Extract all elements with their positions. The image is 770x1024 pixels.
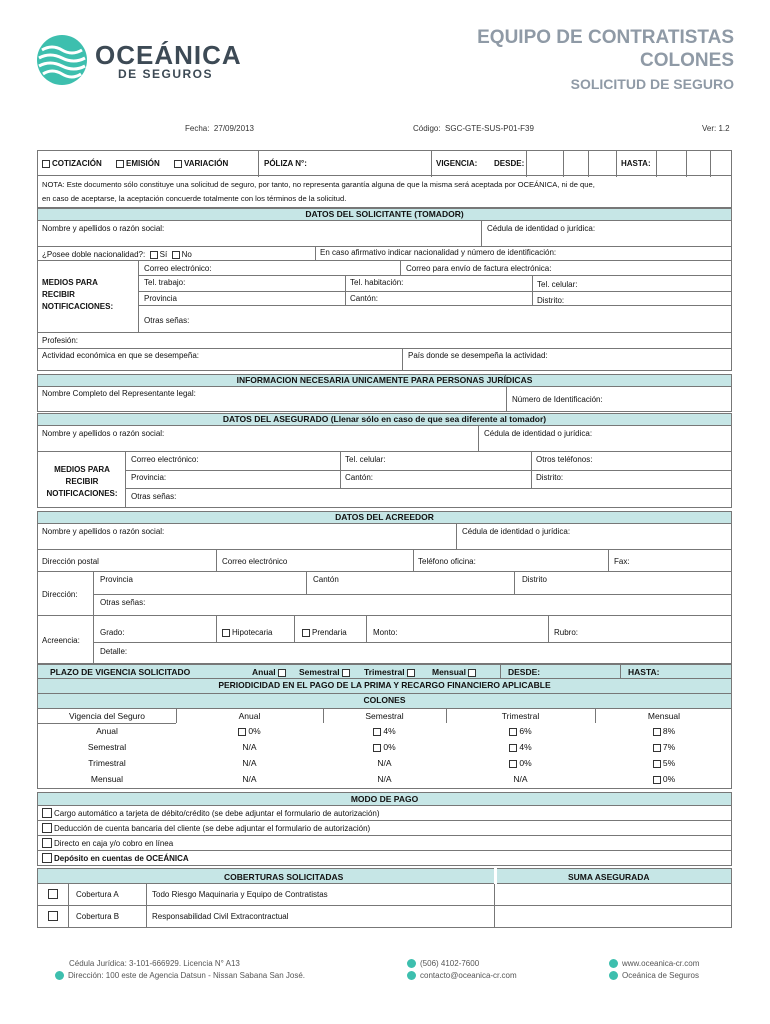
actividad-row bbox=[37, 349, 732, 371]
medios-row bbox=[37, 261, 732, 333]
plazo-anual-label: Anual bbox=[252, 667, 276, 677]
fecha-label: Fecha: bbox=[185, 124, 210, 133]
pago-option[interactable] bbox=[37, 851, 732, 866]
recargo-checkbox[interactable] bbox=[653, 728, 661, 736]
location-icon bbox=[55, 971, 64, 980]
recargo-value: 6% bbox=[519, 726, 532, 736]
pago-checkbox[interactable] bbox=[42, 853, 52, 863]
codigo bbox=[413, 124, 534, 133]
periodicidad-cell[interactable]: N/A bbox=[242, 742, 257, 752]
acreedor-otras-label: Otras señas: bbox=[100, 598, 146, 607]
representante-label: Nombre Completo del Representante legal: bbox=[42, 389, 196, 398]
acreedor-direccion-row bbox=[37, 572, 732, 616]
medios-label: MEDIOS PARA RECIBIR NOTIFICACIONES: bbox=[42, 278, 114, 311]
nota bbox=[37, 176, 732, 208]
plazo-semestral-checkbox[interactable] bbox=[342, 669, 350, 677]
plazo-anual-checkbox[interactable] bbox=[278, 669, 286, 677]
emision-label: EMISIÓN bbox=[126, 159, 160, 168]
asegurado-medios-row bbox=[37, 452, 732, 508]
no-label: No bbox=[181, 250, 192, 259]
acreedor-direccion-label: Dirección: bbox=[42, 590, 78, 599]
document-title bbox=[477, 26, 734, 72]
asegurado-nombre-label: Nombre y apellidos o razón social: bbox=[42, 429, 165, 438]
footer-middle bbox=[407, 958, 517, 982]
canton-label: Cantón: bbox=[350, 294, 379, 303]
periodicidad-cell[interactable]: N/A bbox=[377, 758, 392, 768]
recargo-checkbox[interactable] bbox=[653, 744, 661, 752]
col-semestral: Semestral bbox=[365, 711, 404, 721]
pago-checkbox[interactable] bbox=[42, 838, 52, 848]
direccion-postal-label: Dirección postal bbox=[42, 557, 99, 566]
periodicidad-cell[interactable] bbox=[595, 774, 733, 784]
coberturas-header bbox=[37, 868, 732, 884]
correo-label: Correo electrónico: bbox=[144, 264, 212, 273]
plazo-title: PLAZO DE VIGENCIA SOLICITADO bbox=[50, 667, 191, 677]
acreedor-nombre-row bbox=[37, 524, 732, 550]
suma-asegurada-title: SUMA ASEGURADA bbox=[568, 872, 650, 882]
nota-line1: NOTA: Este documento sólo constituye una solicitud de seguro, por tanto, no representa garantía alguna de que la misma será aceptada por OCEÁNICA, ni de que, bbox=[42, 180, 595, 189]
periodicidad-cell[interactable]: N/A bbox=[513, 774, 528, 784]
recargo-checkbox[interactable] bbox=[373, 728, 381, 736]
recargo-value: 4% bbox=[383, 726, 396, 736]
pago-header: MODO DE PAGO bbox=[37, 792, 732, 806]
asegurado-correo-label: Correo electrónico: bbox=[131, 455, 199, 464]
document-subtitle: SOLICITUD DE SEGURO bbox=[570, 76, 734, 92]
footer-direccion: Dirección: 100 este de Agencia Datsun - Nissan Sabana San José. bbox=[68, 971, 306, 980]
asegurado-medios-label: MEDIOS PARA RECIBIR NOTIFICACIONES: bbox=[46, 465, 118, 498]
emision-checkbox[interactable] bbox=[116, 160, 124, 168]
pago-option[interactable] bbox=[37, 836, 732, 851]
form bbox=[37, 150, 732, 940]
suma-asegurada-field[interactable] bbox=[500, 910, 728, 924]
periodicidad-cell[interactable]: N/A bbox=[242, 758, 257, 768]
title-line1: EQUIPO DE CONTRATISTAS bbox=[477, 27, 734, 48]
plazo-hasta-label: HASTA: bbox=[628, 667, 660, 677]
recargo-checkbox[interactable] bbox=[509, 760, 517, 768]
asegurado-cedula-label: Cédula de identidad o jurídica: bbox=[484, 429, 593, 438]
periodicidad-cell: Semestral bbox=[87, 742, 127, 752]
tel-hab-label: Tel. habitación: bbox=[350, 278, 404, 287]
recargo-checkbox[interactable] bbox=[373, 744, 381, 752]
acreedor-canton-label: Cantón bbox=[313, 575, 339, 584]
footer-cedula: Cédula Jurídica: 3-101-666929. Licencia N° A13 bbox=[69, 959, 240, 968]
cobertura-name: Cobertura B bbox=[76, 912, 120, 921]
solicitante-nombre-label: Nombre y apellidos o razón social: bbox=[42, 224, 165, 233]
acreedor-header: DATOS DEL ACREEDOR bbox=[37, 511, 732, 524]
prendaria-label: Prendaria bbox=[312, 628, 347, 637]
cobertura-row bbox=[37, 884, 732, 906]
asegurado-nombre-row bbox=[37, 426, 732, 452]
recargo-value: 8% bbox=[662, 726, 676, 736]
recargo-value: 7% bbox=[662, 742, 676, 752]
cotizacion-label: COTIZACIÓN bbox=[52, 159, 102, 168]
telefono-oficina-label: Teléfono oficina: bbox=[418, 557, 476, 566]
facebook-icon bbox=[609, 971, 618, 980]
type-row bbox=[37, 150, 732, 176]
detalle-label: Detalle: bbox=[100, 647, 128, 656]
otras-senas-label: Otras señas: bbox=[144, 316, 190, 325]
col-anual: Anual bbox=[238, 711, 261, 721]
recargo-value: 0% bbox=[662, 774, 676, 784]
periodicidad-cell: Anual bbox=[96, 726, 118, 736]
si-label: Sí bbox=[159, 250, 168, 259]
asegurado-otros-tel-label: Otros teléfonos: bbox=[536, 455, 593, 464]
asegurado-tel-cel-label: Tel. celular: bbox=[345, 455, 386, 464]
asegurado-canton-label: Cantón: bbox=[345, 473, 374, 482]
periodicidad-cell[interactable] bbox=[446, 726, 595, 736]
hipotecaria-label: Hipotecaria bbox=[232, 628, 273, 637]
pago-checkbox[interactable] bbox=[42, 808, 52, 818]
acreedor-nombre-label: Nombre y apellidos o razón social: bbox=[42, 527, 165, 536]
col-mensual: Mensual bbox=[647, 711, 681, 721]
recargo-checkbox[interactable] bbox=[238, 728, 246, 736]
pago-option-label: Deducción de cuenta bancaria del cliente (se debe adjuntar el formulario de autorización) bbox=[54, 824, 371, 833]
plazo-semestral-label: Semestral bbox=[299, 667, 340, 677]
variacion-label: VARIACIÓN bbox=[184, 159, 229, 168]
rubro-label: Rubro: bbox=[554, 628, 579, 637]
plazo-row bbox=[37, 664, 732, 679]
solicitante-header: DATOS DEL SOLICITANTE (TOMADOR) bbox=[37, 208, 732, 221]
fecha-value: 27/09/2013 bbox=[213, 124, 254, 133]
footer-facebook[interactable]: Oceánica de Seguros bbox=[622, 971, 699, 980]
monto-label: Monto: bbox=[373, 628, 398, 637]
acreedor-provincia-label: Provincia bbox=[100, 575, 133, 584]
cotizacion-checkbox[interactable] bbox=[42, 160, 50, 168]
acreedor-correo-label: Correo electrónico bbox=[222, 557, 288, 566]
pais-label: País donde se desempeña la actividad: bbox=[408, 351, 548, 360]
pago-option-label: Directo en caja y/o cobro en línea bbox=[54, 839, 174, 848]
si-checkbox[interactable] bbox=[150, 251, 158, 259]
no-checkbox[interactable] bbox=[172, 251, 180, 259]
numero-identificacion-label: Número de Identificación: bbox=[512, 395, 603, 404]
footer-web[interactable]: www.oceanica-cr.com bbox=[622, 959, 700, 968]
desde-label: DESDE: bbox=[494, 159, 525, 168]
col-vigencia: Vigencia del Seguro bbox=[69, 711, 145, 721]
footer-email[interactable]: contacto@oceanica-cr.com bbox=[420, 971, 517, 980]
periodicidad-cell[interactable] bbox=[595, 742, 733, 752]
doble-nacionalidad-row bbox=[37, 247, 732, 261]
fax-label: Fax: bbox=[614, 557, 630, 566]
juridicas-row bbox=[37, 387, 732, 412]
cobertura-checkbox[interactable] bbox=[48, 911, 58, 921]
solicitante-nombre-row bbox=[37, 221, 732, 247]
recargo-checkbox[interactable] bbox=[509, 744, 517, 752]
recargo-value: 0% bbox=[248, 726, 261, 736]
poliza-label: PÓLIZA N°: bbox=[264, 159, 307, 168]
tel-trabajo-label: Tel. trabajo: bbox=[144, 278, 186, 287]
distrito-label: Distrito: bbox=[537, 296, 565, 305]
periodicidad-cell[interactable]: N/A bbox=[377, 774, 392, 784]
periodicidad-currency: COLONES bbox=[37, 694, 732, 709]
plazo-trimestral-label: Trimestral bbox=[364, 667, 405, 677]
afirmativo-label: En caso afirmativo indicar nacionalidad y número de identificación: bbox=[320, 248, 557, 257]
acreedor-distrito-label: Distrito bbox=[522, 575, 547, 584]
codigo-value: SGC-GTE-SUS-P01-F39 bbox=[445, 124, 534, 133]
acreedor-cedula-label: Cédula de identidad o jurídica: bbox=[462, 527, 571, 536]
profesion-label: Profesión: bbox=[42, 336, 79, 345]
periodicidad-cell[interactable] bbox=[176, 726, 323, 736]
periodicidad-cell[interactable] bbox=[323, 742, 446, 752]
recargo-checkbox[interactable] bbox=[509, 728, 517, 736]
prendaria-checkbox[interactable] bbox=[302, 629, 310, 637]
fecha bbox=[185, 124, 254, 133]
asegurado-provincia-label: Provincia: bbox=[131, 473, 167, 482]
plazo-desde-label: DESDE: bbox=[508, 667, 541, 677]
version: Ver: 1.2 bbox=[702, 124, 730, 133]
recargo-checkbox[interactable] bbox=[653, 760, 661, 768]
col-trimestral: Trimestral bbox=[501, 711, 540, 721]
recargo-value: 4% bbox=[519, 742, 532, 752]
brand-sub: DE SEGUROS bbox=[118, 67, 214, 81]
periodicidad-cell[interactable]: N/A bbox=[242, 774, 257, 784]
periodicidad-cell: Trimestral bbox=[88, 758, 126, 768]
provincia-label: Provincia bbox=[144, 294, 177, 303]
actividad-label: Actividad económica en que se desempeña: bbox=[42, 351, 199, 360]
correo-factura-label: Correo para envío de factura electrónica: bbox=[406, 264, 552, 273]
hipotecaria-checkbox[interactable] bbox=[222, 629, 230, 637]
profesion-row bbox=[37, 333, 732, 349]
solicitante-cedula-label: Cédula de identidad o jurídica: bbox=[487, 224, 596, 233]
vigencia-label: VIGENCIA: bbox=[436, 159, 478, 168]
variacion-checkbox[interactable] bbox=[174, 160, 182, 168]
phone-icon bbox=[407, 959, 416, 968]
web-icon bbox=[609, 959, 618, 968]
tel-cel-label: Tel. celular: bbox=[537, 280, 578, 289]
asegurado-header: DATOS DEL ASEGURADO (Llenar sólo en caso de que sea diferente al tomador) bbox=[37, 413, 732, 426]
pago-option-label: Depósito en cuentas de OCEÁNICA bbox=[54, 854, 189, 863]
periodicidad-cell[interactable] bbox=[595, 726, 733, 736]
acreencia-label: Acreencia: bbox=[42, 636, 80, 645]
cobertura-desc: Todo Riesgo Maquinaria y Equipo de Contratistas bbox=[152, 890, 328, 899]
acreencia-row bbox=[37, 616, 732, 664]
plazo-mensual-label: Mensual bbox=[432, 667, 467, 677]
footer-right bbox=[609, 958, 699, 982]
acreedor-contacto-row bbox=[37, 550, 732, 572]
periodicidad-table bbox=[37, 709, 732, 789]
nota-line2: en caso de aceptarse, la aceptación concuerde totalmente con los términos de la solicitud. bbox=[42, 194, 347, 203]
periodicidad-cell[interactable] bbox=[446, 758, 595, 768]
doble-label: ¿Posee doble nacionalidad?: bbox=[42, 250, 146, 259]
coberturas-title: COBERTURAS SOLICITADAS bbox=[224, 872, 344, 882]
suma-asegurada-field[interactable] bbox=[500, 888, 728, 902]
recargo-value: 0% bbox=[519, 758, 532, 768]
recargo-checkbox[interactable] bbox=[653, 776, 661, 784]
periodicidad-header: PERIODICIDAD EN EL PAGO DE LA PRIMA Y RECARGO FINANCIERO APLICABLE bbox=[37, 679, 732, 694]
email-icon bbox=[407, 971, 416, 980]
footer-telefono[interactable]: (506) 4102-7600 bbox=[420, 959, 480, 968]
cobertura-name: Cobertura A bbox=[76, 890, 119, 899]
periodicidad-cell[interactable] bbox=[446, 742, 595, 752]
grado-label: Grado: bbox=[100, 628, 125, 637]
juridicas-header: INFORMACION NECESARIA UNICAMENTE PARA PERSONAS JURÍDICAS bbox=[37, 374, 732, 387]
periodicidad-cell: Mensual bbox=[90, 774, 124, 784]
plazo-trimestral-checkbox[interactable] bbox=[407, 669, 415, 677]
pago-option[interactable] bbox=[37, 821, 732, 836]
periodicidad-cell[interactable] bbox=[323, 726, 446, 736]
asegurado-distrito-label: Distrito: bbox=[536, 473, 564, 482]
hasta-label: HASTA: bbox=[621, 159, 651, 168]
title-line2: COLONES bbox=[640, 50, 734, 71]
pago-option[interactable] bbox=[37, 806, 732, 821]
pago-option-label: Cargo automático a tarjeta de débito/crédito (se debe adjuntar el formulario de autorización) bbox=[54, 809, 380, 818]
cobertura-desc: Responsabilidad Civil Extracontractual bbox=[152, 912, 289, 921]
oceanica-logo-icon bbox=[36, 34, 88, 86]
periodicidad-cell[interactable] bbox=[595, 758, 733, 768]
recargo-value: 0% bbox=[383, 742, 396, 752]
footer-left bbox=[55, 958, 305, 982]
codigo-label: Código: bbox=[413, 124, 441, 133]
cobertura-row bbox=[37, 906, 732, 928]
cobertura-checkbox[interactable] bbox=[48, 889, 58, 899]
recargo-value: 5% bbox=[662, 758, 676, 768]
brand-name: OCEÁNICA bbox=[95, 40, 242, 70]
asegurado-otras-label: Otras señas: bbox=[131, 492, 177, 501]
pago-checkbox[interactable] bbox=[42, 823, 52, 833]
plazo-mensual-checkbox[interactable] bbox=[468, 669, 476, 677]
